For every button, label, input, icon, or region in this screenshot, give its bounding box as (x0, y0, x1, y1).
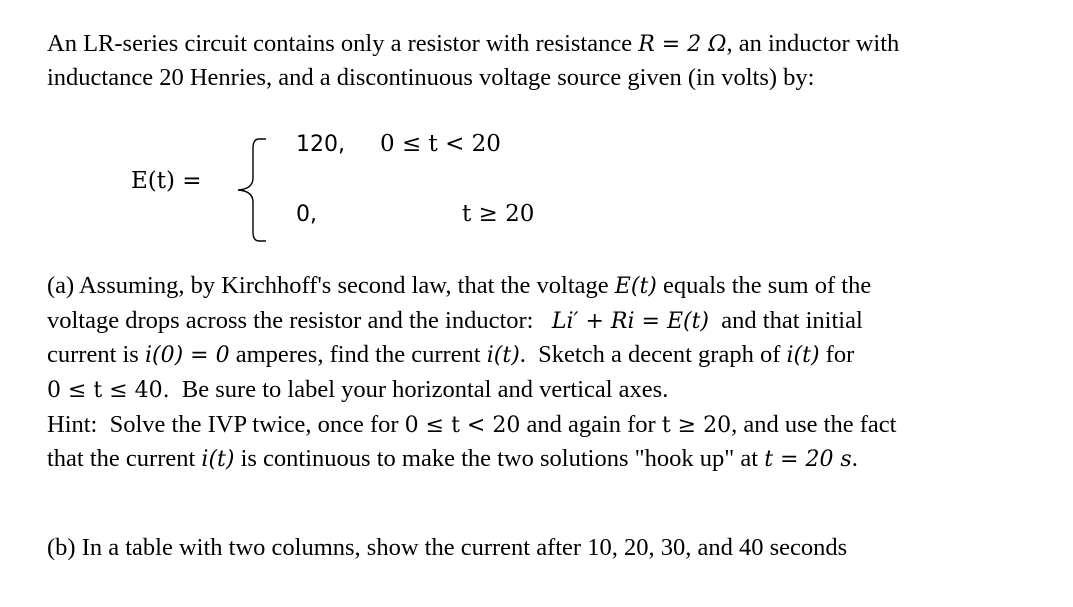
part-a-line-3-mid2: . Sketch a decent graph of (519, 341, 787, 368)
part-a-line-1-post: equals the sum of the (656, 272, 872, 299)
hint-line-2-mid: is continuous to make the two solutions "hook up" at (234, 445, 765, 472)
case-2-condition: t ≥ 20 (462, 201, 535, 227)
current-expression-2: i(t) (786, 343, 820, 368)
intro-line-2-text: inductance 20 Henries, and a discontinuous voltage source given (in volts) by: (47, 64, 815, 91)
hint-line-1-post: , and use the fact (731, 411, 897, 438)
hint-line-1-mid: and again for (520, 411, 662, 438)
part-a-line-2-post: and that initial (709, 307, 863, 334)
part-a-line-4 (47, 373, 668, 409)
hint-line-1 (47, 408, 896, 444)
hint-line-1-pre: Hint: Solve the IVP twice, once for (47, 411, 405, 438)
part-a-line-4-post: Be sure to label your horizontal and vertical axes. (169, 376, 669, 403)
intro-line-2 (47, 61, 814, 96)
case-1-condition: 0 ≤ t < 20 (380, 131, 501, 157)
hint-current-expression: i(t) (201, 447, 235, 472)
hint-time-value: t = 20 s (764, 447, 852, 472)
hint-interval-2: t ≥ 20 (661, 413, 732, 438)
part-a-line-3-post: for (819, 341, 855, 368)
part-b-text: (b) In a table with two columns, show the current after 10, 20, 30, and 40 seconds (47, 534, 848, 561)
intro-line-1-post: , an inductor with (726, 30, 900, 57)
hint-line-2-post: . (851, 445, 858, 472)
kirchhoff-equation: Li′ + Ri = E(t) (551, 309, 710, 334)
part-a-line-2-pre: voltage drops across the resistor and the inductor: (47, 307, 552, 334)
part-a-line-1 (47, 269, 871, 305)
voltage-expression: E(t) (614, 274, 657, 299)
intro-line-1-pre: An LR-series circuit contains only a resistor with resistance (47, 30, 639, 57)
resistance-expression: R = 2 Ω (638, 32, 727, 57)
time-range: 0 ≤ t ≤ 40. (47, 378, 170, 403)
piecewise-lhs: E(t) = (131, 168, 202, 194)
intro-line-1 (47, 27, 899, 63)
case-2-value: 0, (296, 202, 317, 227)
part-a-line-1-pre: (a) Assuming, by Kirchhoff's second law, that the voltage (47, 272, 615, 299)
current-expression: i(t) (486, 343, 520, 368)
hint-line-2 (47, 442, 858, 478)
case-1-value: 120, (296, 132, 345, 157)
part-a-line-3 (47, 338, 854, 374)
part-b-line (47, 531, 847, 566)
part-a-line-2 (47, 304, 863, 340)
hint-interval-1: 0 ≤ t < 20 (404, 413, 521, 438)
hint-line-2-pre: that the current (47, 445, 202, 472)
left-brace-icon (230, 136, 270, 244)
initial-condition: i(0) = 0 (144, 343, 230, 368)
part-a-line-3-mid: amperes, find the current (229, 341, 487, 368)
part-a-line-3-pre: current is (47, 341, 145, 368)
